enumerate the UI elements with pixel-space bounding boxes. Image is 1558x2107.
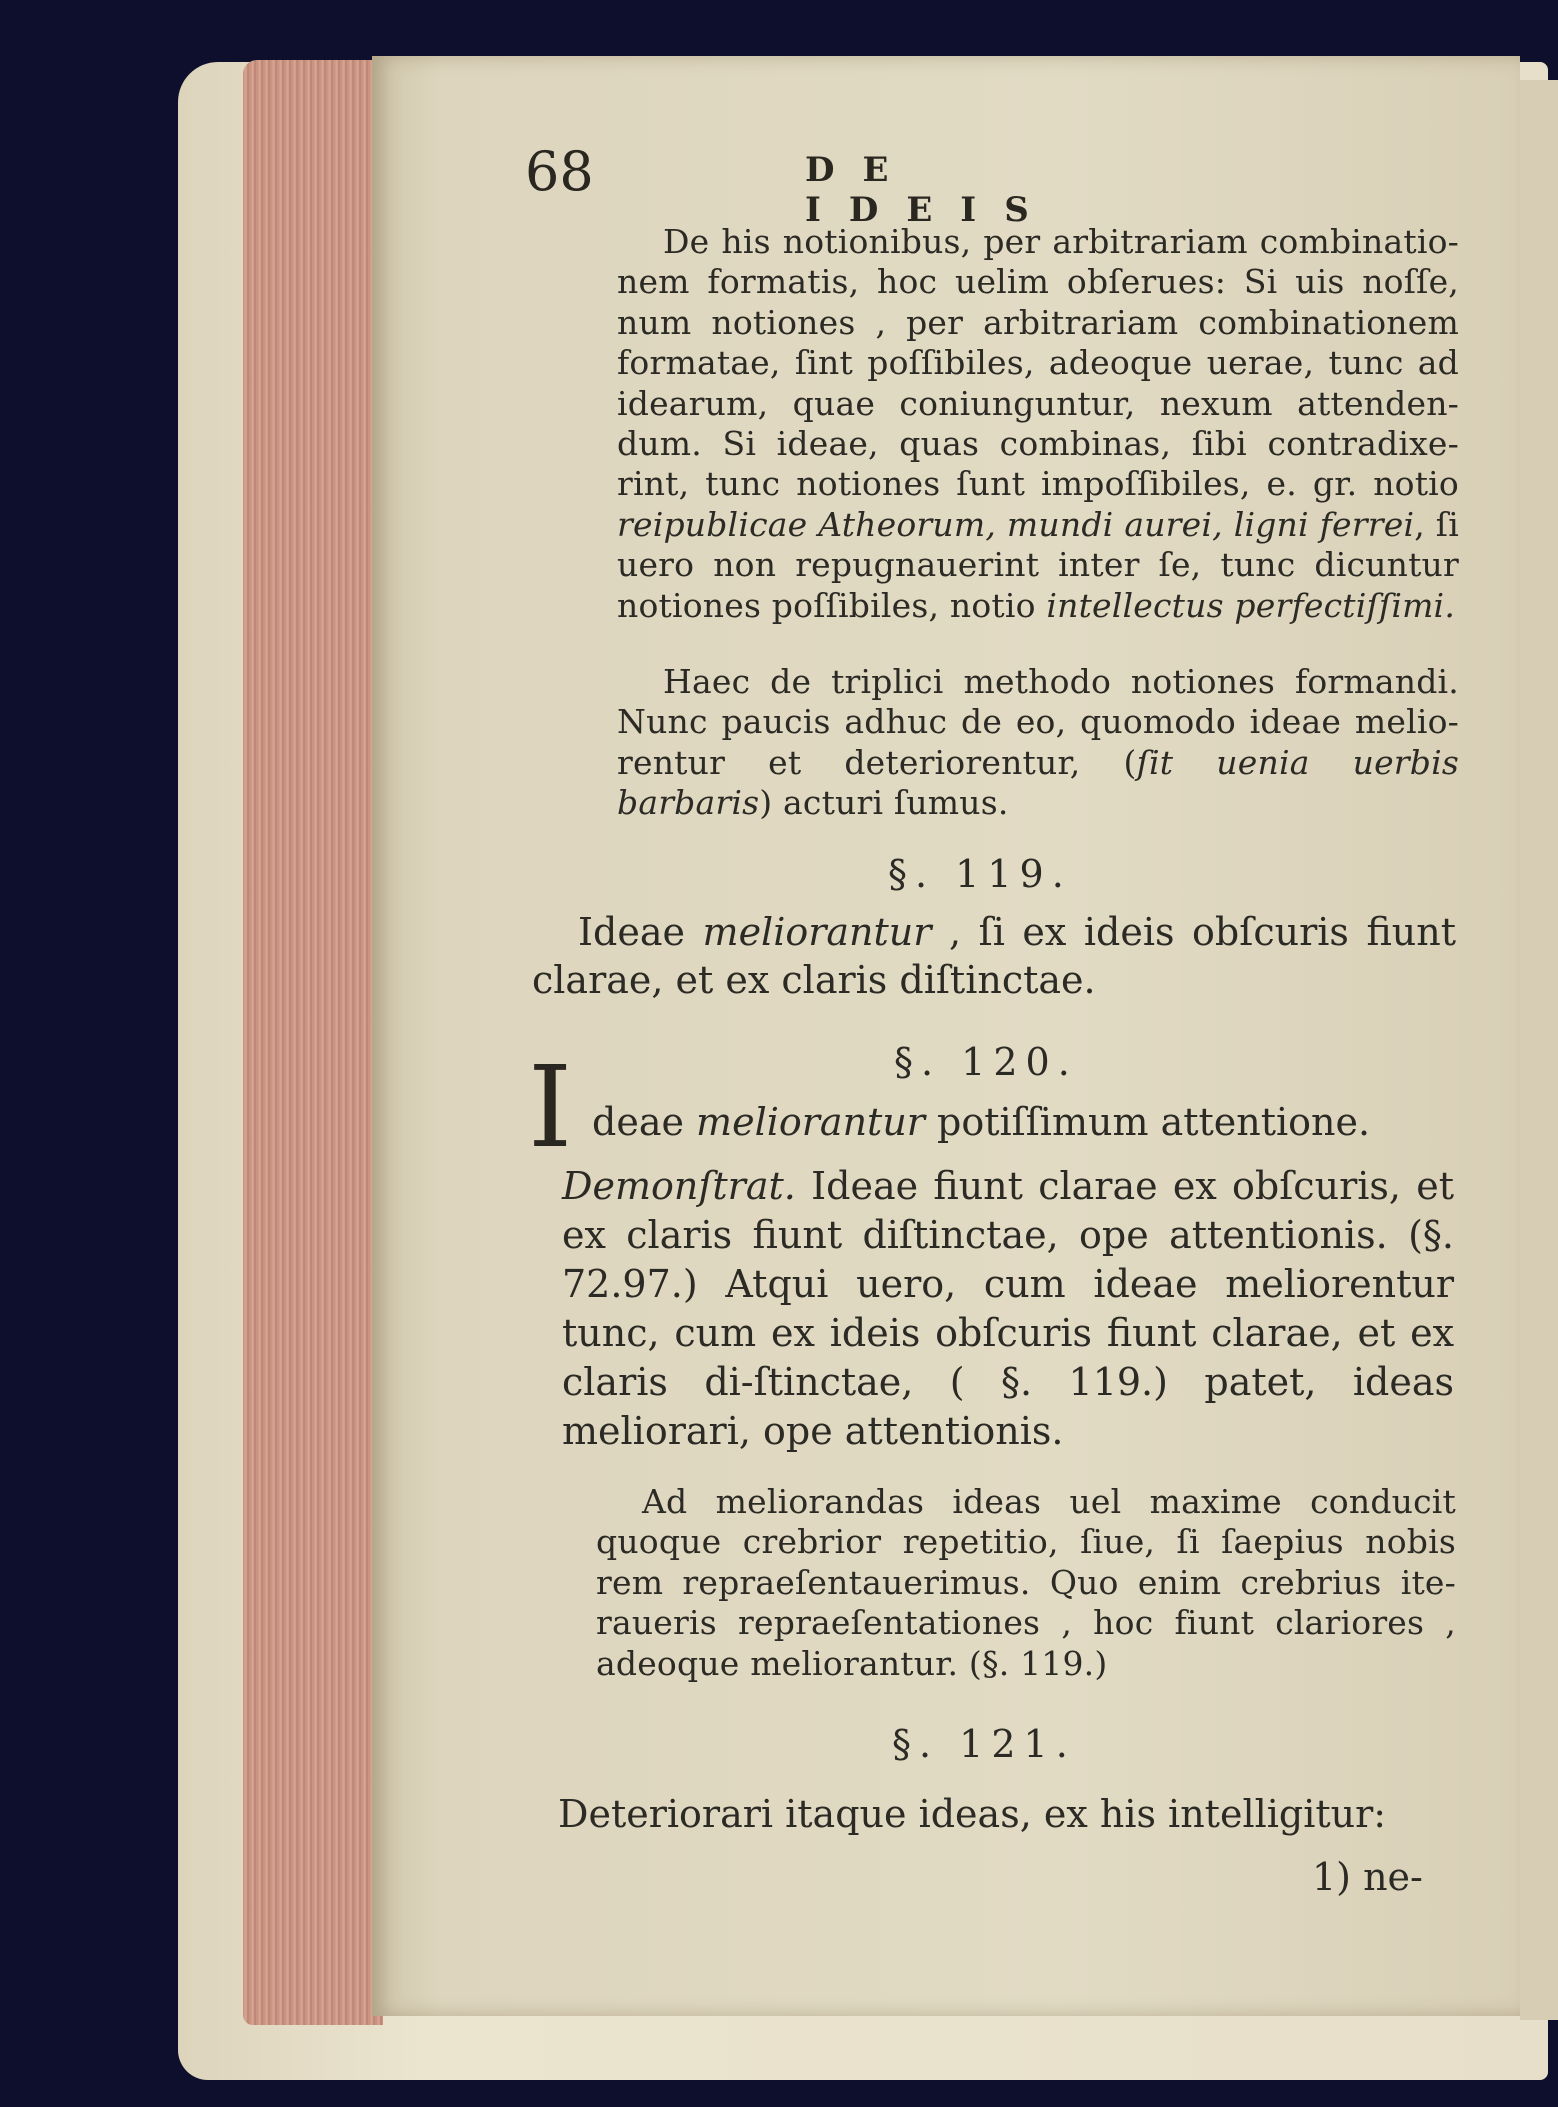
italic-examples: reipublicae Atheorum, mundi aurei, ligni ferrei — [617, 504, 1415, 544]
paragraph-121: Deteriorari itaque ideas, ex his intelligitur: — [558, 1792, 1387, 1836]
page-header — [525, 140, 1165, 230]
paragraph-notiones: De his notionibus, per arbitrariam combinatio-nem formatis, hoc uelim obſerues: Si uis noſſe, num notiones , per arbitrariam combinationem formatae, ſint poſſibiles, adeoque uerae, tunc ad idearum, quae coniunguntur, nexum attenden-dum. Si ideae, quas combinas, ſibi contradixe-rint, tunc notiones ſunt impoſſibiles, e. gr. notio reipublicae Atheorum, mundi aurei, ligni ferrei, ſi uero non repugnauerint inter ſe, tunc dicuntur notiones poſſibiles, notio intellectus perfectiſſimi. — [617, 222, 1459, 625]
demonstr-label: Demonſtrat. — [562, 1164, 796, 1208]
catchword: 1) ne- — [1312, 1855, 1423, 1899]
italic-venia: ſit uenia uerbis barbaris — [617, 742, 1459, 823]
section-119-heading: §. 119. — [888, 852, 1072, 896]
page-number: 68 — [525, 140, 594, 203]
section-121-heading: §. 121. — [892, 1722, 1076, 1766]
facing-page-edge — [1520, 80, 1558, 2020]
paragraph-repetitio: Ad meliorandas ideas uel maxime conducit quoque crebrior repetitio, ſiue, ſi ſaepius nobis rem repraeſentauerimus. Quo enim crebrius ite-raueris repraeſentationes , hoc fiunt clariores , adeoque meliorantur. (§. 119.) — [596, 1482, 1456, 1683]
italic-intellectus: intellectus perfectiſſimi. — [1046, 585, 1456, 625]
running-title: DE IDEIS — [805, 150, 1057, 230]
paragraph-120: deae meliorantur potiſſimum attentione. — [592, 1100, 1371, 1144]
paragraph-methodo: Haec de triplici methodo notiones formandi. Nunc paucis adhuc de eo, quomodo ideae melio-rentur et deteriorentur, (ſit uenia uerbis barbaris) acturi ſumus. — [617, 662, 1459, 823]
section-120-heading: §. 120. — [894, 1040, 1078, 1084]
drop-cap: I — [528, 1043, 573, 1173]
page-edges — [243, 60, 383, 2025]
paragraph-119: Ideae meliorantur , ſi ex ideis obſcuris fiunt clarae, et ex claris diſtinctae. — [532, 910, 1457, 1002]
paragraph-demonstratio: Demonſtrat. Ideae fiunt clarae ex obſcuris, et ex claris fiunt diſtinctae, ope attentionis. (§. 72.97.) Atqui uero, cum ideae meliorentur tunc, cum ex ideis obſcuris fiunt clarae, et ex claris di-ſtinctae, ( §. 119.) patet, ideas meliorari, ope attentionis. — [562, 1164, 1454, 1453]
